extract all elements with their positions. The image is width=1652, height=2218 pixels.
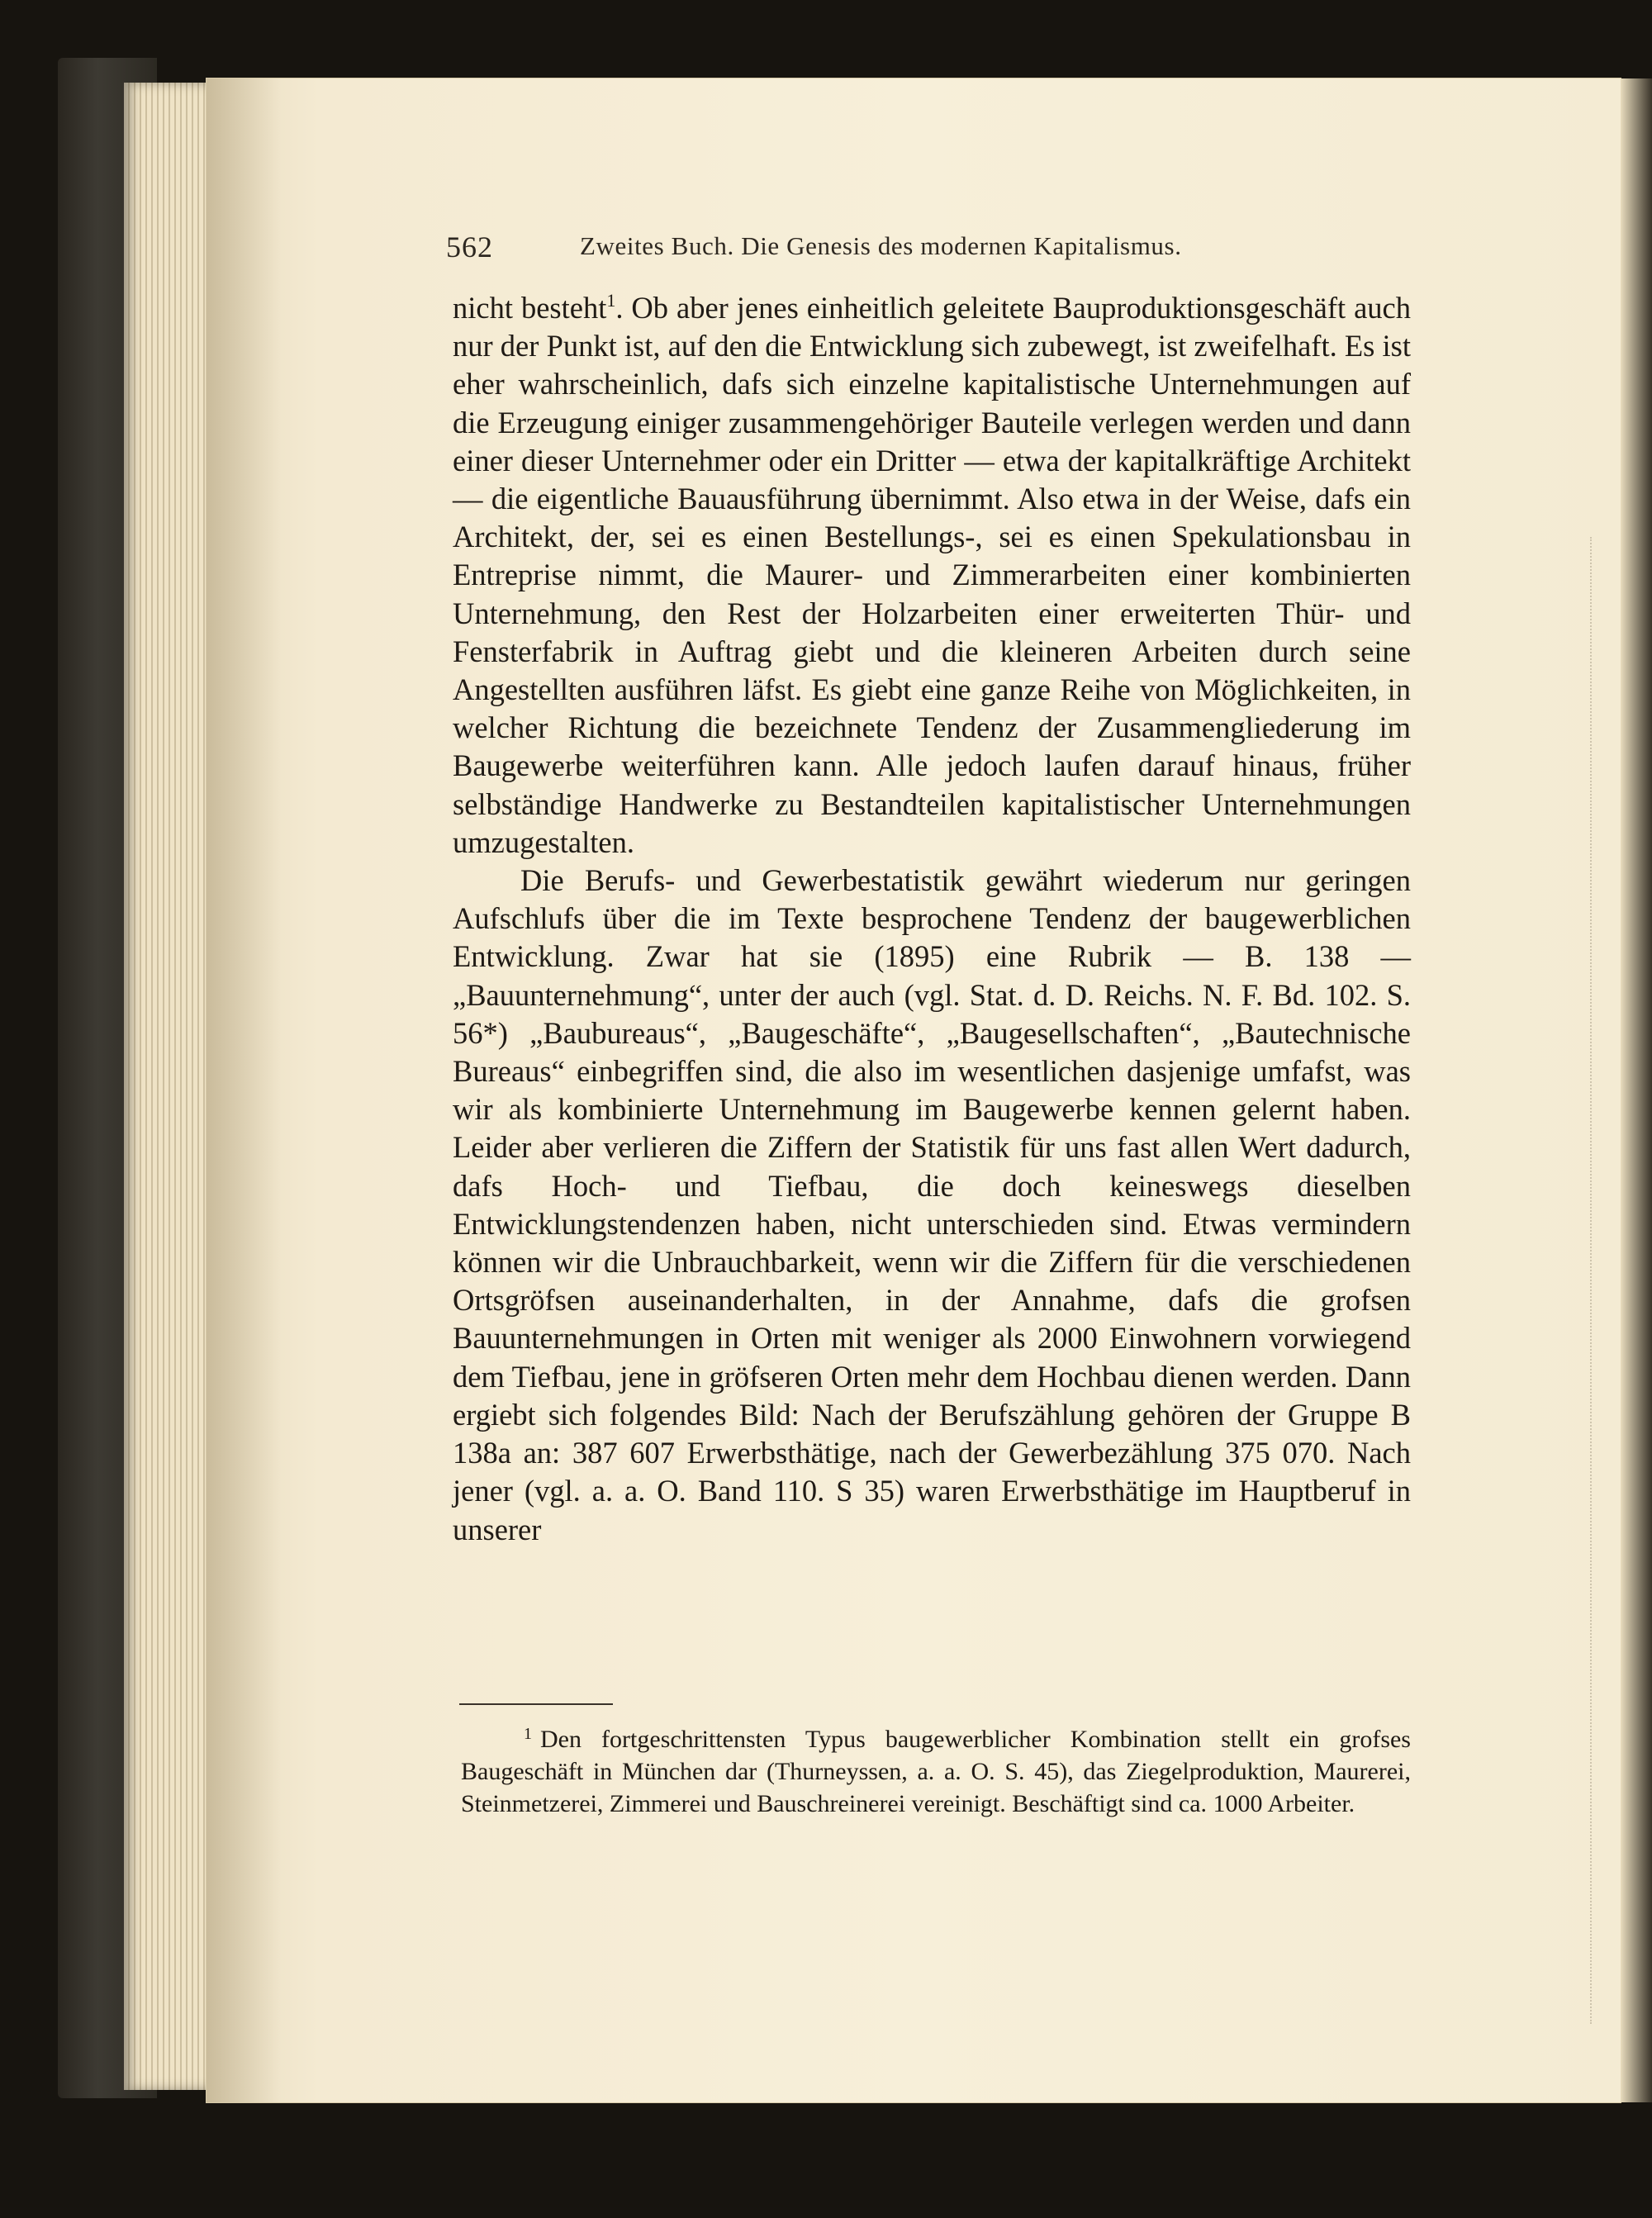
footnote-reference: 1 xyxy=(606,290,616,311)
running-head: Zweites Buch. Die Genesis des modernen Kapitalismus. xyxy=(580,231,1182,260)
paragraph-1-start: nicht besteht xyxy=(453,291,607,325)
margin-pencil-marks xyxy=(1590,537,1608,2024)
page-header xyxy=(446,230,1412,266)
page-number: 562 xyxy=(446,230,493,264)
paragraph-1-rest: . Ob aber jenes einheitlich geleitete Bauproduktionsgeschäft auch nur der Punkt ist, auf den die Entwicklung sich zubewegt, ist zweifelhaft. Es ist eher wahrscheinlich, dafs sich einzelne kapitalistische Unternehmungen auf die Erzeugung einiger zusammengehöriger Bauteile verlegen werden und dann einer dieser Unternehmer oder ein Dritter — etwa der kapitalkräftige Architekt — die eigentliche Bauausführung übernimmt. Also etwa in der Weise, dafs ein Architekt, der, sei es einen Bestellungs-, sei es einen Spekulationsbau in Entreprise nimmt, die Maurer- und Zimmerarbeiten einer kombinierten Unternehmung, den Rest der Holzarbeiten einer erweiterten Thür- und Fensterfabrik in Auftrag giebt und die kleineren Arbeiten durch seine Angestellten ausführen läfst. Es giebt eine ganze Reihe von Möglichkeiten, in welcher Richtung die bezeichnete Tendenz der Zusammengliederung im Baugewerbe weiterführen kann. Alle jedoch laufen darauf hinaus, früher selbständige Handwerke zu Bestandteilen kapitalistischer Unternehmungen umzugestalten. xyxy=(453,291,1411,859)
page-right-edge xyxy=(1621,78,1652,2102)
footnote-rule xyxy=(459,1703,613,1705)
paragraph-1 xyxy=(453,289,1411,862)
paragraph-2: Die Berufs- und Gewerbestatistik gewährt wiederum nur geringen Aufschlufs über die im Texte besprochene Tendenz der baugewerblichen Entwicklung. Zwar hat sie (1895) eine Rubrik — B. 138 — „Bauunternehmung“, unter der auch (vgl. Stat. d. D. Reichs. N. F. Bd. 102. S. 56*) „Baubureaus“, „Baugeschäfte“, „Baugesellschaften“, „Bautechnische Bureaus“ einbegriffen sind, die also im wesentlichen dasjenige umfafst, was wir als kombinierte Unternehmung im Baugewerbe kennen gelernt haben. Leider aber verlieren die Ziffern der Statistik für uns fast allen Wert dadurch, dafs Hoch- und Tiefbau, die doch keineswegs dieselben Entwicklungstendenzen haben, nicht unterschieden sind. Etwas vermindern können wir die Unbrauchbarkeit, wenn wir die Ziffern für die verschiedenen Ortsgröfsen auseinanderhalten, in der Annahme, dafs die grofsen Bauunternehmungen in Orten mit weniger als 2000 Einwohnern vorwiegend dem Tiefbau, jene in gröfseren Orten mehr dem Hochbau dienen werden. Dann ergiebt sich folgendes Bild: Nach der Berufszählung gehören der Gruppe B 138a an: 387 607 Erwerbsthätige, nach der Gewerbezählung 375 070. Nach jener (vgl. a. a. O. Band 110. S 35) waren Erwerbsthätige im Hauptberuf in unserer xyxy=(453,863,1411,1546)
body-text xyxy=(453,289,1411,1549)
footnote-1 xyxy=(461,1723,1411,1820)
footnote-1-mark: 1 xyxy=(524,1725,532,1743)
page-gutter-shadow xyxy=(206,78,281,2102)
footnote-1-text: Den fortgeschrittensten Typus baugewerblicher Kombination stellt ein grofses Baugeschäft in München dar (Thurneyssen, a. a. O. S. 45), das Ziegelproduktion, Maurerei, Steinmetzerei, Zimmerei und Bauschreinerei vereinigt. Beschäftigt sind ca. 1000 Arbeiter. xyxy=(461,1726,1411,1817)
footnotes xyxy=(461,1723,1411,1820)
